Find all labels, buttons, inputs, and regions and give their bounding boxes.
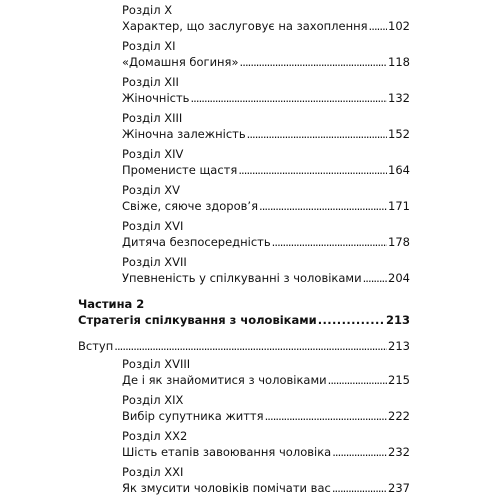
page-number: 237 [388,481,410,495]
chapter-title-line [122,372,410,388]
toc-entry-chapter-19[interactable] [122,392,410,424]
page-number: 178 [388,235,410,249]
dot-leader [328,372,387,388]
page-number: 204 [388,271,410,285]
page-number: 171 [388,199,410,213]
chapter-title-line [122,90,410,106]
chapter-title-line [122,18,410,34]
chapter-title-line [122,54,410,70]
toc-entry-chapter-10[interactable] [122,2,410,34]
page-number: 132 [388,91,410,105]
chapter-title-line [122,270,410,286]
chapter-title: Дитяча безпосередність [122,235,271,249]
page-number: 215 [388,373,410,387]
chapter-number: Розділ XVII [122,255,187,269]
toc-entry-chapter-12[interactable] [122,74,410,106]
chapter-title: «Домашня богиня» [122,55,239,69]
intro-title-line [78,338,410,354]
chapter-title-line [122,126,410,142]
dot-leader [240,54,388,70]
chapter-title: Де і як знайомитися з чоловіками [122,373,327,387]
page-number: 152 [388,127,410,141]
chapter-title: Свіже, сяюче здоров’я [122,199,258,213]
dot-leader [332,480,387,496]
chapter-number: Розділ XVIII [122,357,191,371]
page-number: 102 [388,19,410,33]
chapter-title: Вибір супутника життя [122,409,264,423]
toc-entry-chapter-14[interactable] [122,146,410,178]
page-number: 164 [388,163,410,177]
toc-entry-chapter-21[interactable] [122,464,410,496]
chapter-title-line [122,480,410,496]
chapter-title-line [122,198,410,214]
part-label: Частина 2 [78,297,145,311]
toc-part-heading[interactable] [78,296,410,328]
dot-leader [190,90,387,106]
dot-leader [332,444,387,460]
toc-entry-chapter-17[interactable] [122,254,410,286]
chapter-number: Розділ XI [122,39,176,53]
toc-entry-chapter-15[interactable] [122,182,410,214]
chapter-title-line [122,234,410,250]
chapter-number: Розділ XII [122,75,179,89]
chapter-number: Розділ XIV [122,147,184,161]
chapter-number: Розділ XVI [122,219,184,233]
page-number: 118 [388,55,410,69]
chapter-title-line [122,408,410,424]
chapter-title: Шість етапів завоювання чоловіка [122,445,332,459]
toc-entry-chapter-13[interactable] [122,110,410,142]
dot-leader [369,18,388,34]
page-number: 222 [388,409,410,423]
chapter-title: Жіночність [122,91,190,105]
page-number: 213 [385,313,410,327]
part-title-line [78,312,410,328]
toc-entry-chapter-16[interactable] [122,218,410,250]
chapter-number: Розділ XV [122,183,180,197]
chapter-title-line [122,162,410,178]
chapter-title: Упевненість у спілкуванні з чоловіками [122,271,362,285]
chapter-number: Розділ XIII [122,111,183,125]
dot-leader [259,198,387,214]
chapter-number: Розділ XXI [122,465,184,479]
dot-leader [265,408,387,424]
dot-leader [238,162,387,178]
page-number: 232 [388,445,410,459]
chapter-number: Розділ XX2 [122,429,188,443]
toc-entry-intro[interactable] [78,338,410,354]
chapter-title-line [122,444,410,460]
toc-entry-chapter-20[interactable] [122,428,410,460]
chapter-number: Розділ X [122,3,173,17]
toc-entry-chapter-18[interactable] [122,356,410,388]
page-number: 213 [388,339,410,353]
dot-leader [318,312,385,328]
part-title: Стратегія спілкування з чоловіками [78,313,317,327]
toc-entry-chapter-11[interactable] [122,38,410,70]
dot-leader [363,270,387,286]
chapter-title: Променисте щастя [122,163,238,177]
intro-title: Вступ [78,339,114,353]
chapter-title: Як змусити чоловіків помічати вас [122,481,331,495]
dot-leader [272,234,387,250]
dot-leader [114,338,387,354]
chapter-number: Розділ XIX [122,393,184,407]
chapter-title: Жіночна залежність [122,127,246,141]
dot-leader [247,126,387,142]
chapter-title: Характер, що заслуговує на захоплення [122,19,368,33]
